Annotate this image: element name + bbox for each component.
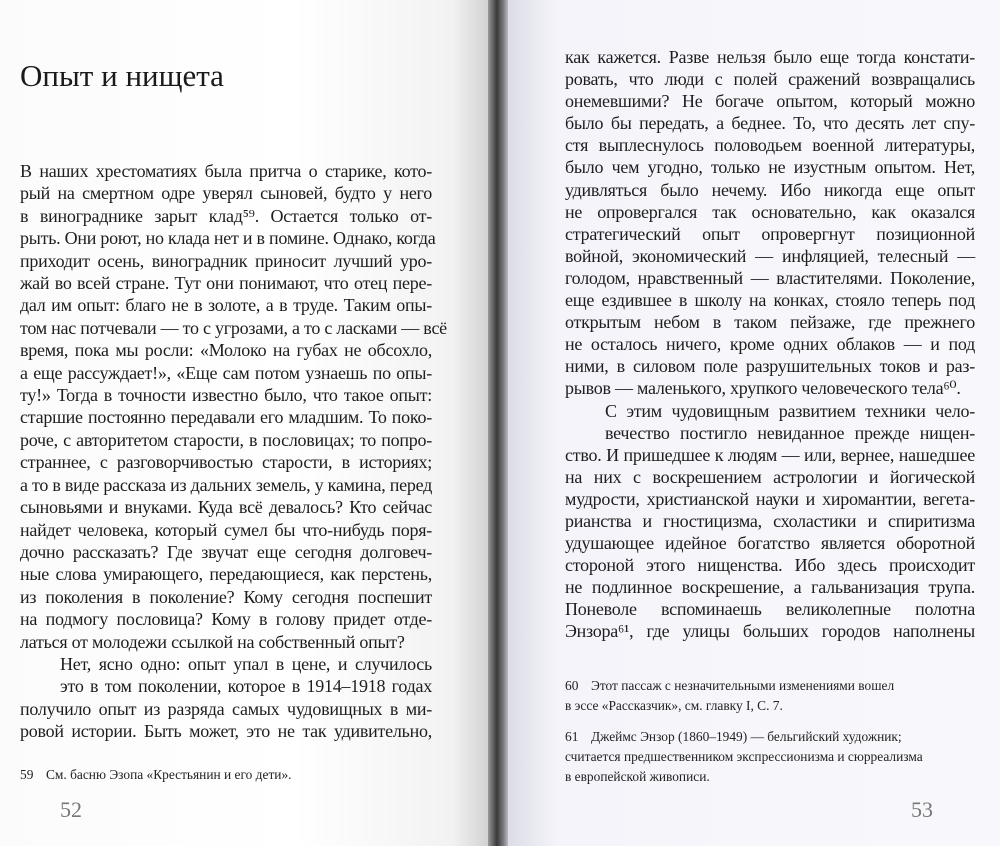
- text-line: не осталось ничего, кроме одних облаков — и под: [565, 334, 975, 355]
- footnote-text: Этот пассаж с незначительными изменениями вошел: [591, 678, 895, 693]
- footnote-59: [20, 765, 292, 785]
- footnote-60: [565, 676, 894, 716]
- footnote-text-cont: считается предшественником экспрессионизма и сюрреализма: [565, 749, 923, 764]
- text-line: дочно рассказать? Где звучат еще сегодня долговеч-: [20, 541, 432, 562]
- chapter-title: Опыт и нищета: [20, 58, 224, 93]
- text-line: рианства и гностицизма, схоластики и спиритизма: [565, 510, 975, 531]
- text-line: голодом, нравственный — властителями. Поколение,: [565, 267, 975, 288]
- text-line: на подмогу пословица? Кому в голову придет отде-: [20, 609, 432, 630]
- text-line: время, пока мы росли: «Молоко на губах не обсохло,: [20, 340, 432, 361]
- text-line: жай во всей стране. Тут они понимают, что отец пере-: [20, 273, 432, 294]
- text-line: не подлинное воскрешение, а гальванизация трупа.: [565, 577, 975, 598]
- text-line: было чем угодно, только не изустным опытом. Нет,: [565, 157, 975, 178]
- text-line: С этим чудовищным развитием техники чело-: [605, 400, 975, 421]
- book-gutter: [488, 0, 510, 846]
- footnote-text-cont: в европейской живописи.: [565, 769, 710, 784]
- text-line: на них с воскрешением астрологии и йогической: [565, 466, 975, 487]
- text-line: ними, в силовом поле разрушительных токов и раз-: [565, 356, 975, 377]
- text-line: стороной этого нищенства. Ибо здесь происходит: [565, 555, 975, 576]
- text-line: в винограднике зарыт клад⁵⁹. Остается только от-: [20, 205, 432, 226]
- text-line: вечество постигло невиданное прежде нищен-: [605, 422, 975, 443]
- text-line: онемевшими? Не богаче опытом, который можно: [565, 91, 975, 112]
- text-line: открытым небом в таком пейзаже, где прежнего: [565, 312, 975, 333]
- text-line: В наших хрестоматиях была притча о старике, кото-: [20, 161, 432, 181]
- text-line: получило опыт из разряда самых чудовищных в ми-: [20, 698, 432, 719]
- left-body-text: [20, 160, 447, 743]
- footnote-text: Джеймс Энзор (1860–1949) — бельгийский художник;: [591, 729, 902, 744]
- text-line: приходит осень, виноградник приносит лучший уро-: [20, 250, 432, 271]
- text-line: ные слова умирающего, передающиеся, как перстень,: [20, 564, 432, 585]
- text-line: Нет, ясно одно: опыт упал в цене, и случилось: [60, 653, 432, 674]
- text-line: найдет человека, который сумел бы что-нибудь поря-: [20, 519, 432, 540]
- text-line: удивляться было нечему. Ибо никогда еще опыт: [565, 179, 975, 200]
- text-line: ство. И пришедшее к людям — или, вернее, нашедшее: [565, 444, 975, 465]
- text-line: роче, с авторитетом старости, в пословицах; то попро-: [20, 429, 432, 450]
- text-line: ровать, что люди с полей сражений возвращались: [565, 69, 975, 90]
- text-line: Энзора⁶¹, где улицы больших городов наполнены: [565, 621, 975, 642]
- text-line: а еще рассуждает!», «Еще сам потом узнаешь по опы-: [20, 362, 432, 383]
- text-line: рыть. Они роют, но клада нет и в помине. Однако, когда: [20, 228, 436, 249]
- text-line: Поневоле вспоминаешь великолепные полотна: [565, 599, 975, 620]
- text-line: ровой истории. Быть может, это не так удивительно,: [20, 721, 432, 742]
- footnote-number: 59: [20, 767, 34, 782]
- footnote-text-cont: в эссе «Рассказчик», см. главку I, С. 7.: [565, 698, 783, 713]
- text-line: дал им опыт: благо не в золоте, а в труде. Таким опы-: [20, 295, 432, 316]
- text-line: это в том поколении, которое в 1914–1918 годах: [60, 676, 432, 697]
- footnote-number: 61: [565, 729, 579, 744]
- text-line: ту!» Тогда в точности известно было, что такое опыт:: [20, 385, 432, 406]
- text-line: стя выплеснулось половодьем военной литературы,: [565, 135, 975, 156]
- text-line: страннее, с разговорчивостью старости, в историях;: [20, 452, 432, 473]
- right-body-text: [565, 46, 975, 643]
- text-line: а то в виде рассказа из дальних земель, у камина, перед: [20, 474, 432, 495]
- text-line: старшие постоянно передавали его младшим. То поко-: [20, 407, 432, 428]
- text-line: войной, экономический — инфляцией, телесный —: [565, 245, 975, 266]
- text-line: из поколения в поколение? Кому сегодня поспешит: [20, 586, 432, 607]
- text-line: рый на смертном одре уверял сыновей, будто у него: [20, 183, 432, 204]
- footnote-number: 60: [565, 678, 579, 693]
- text-line: не опровергался так основательно, как оказался: [565, 201, 975, 222]
- text-line: том нас потчевали — то с угрозами, а то с ласками — всё: [20, 317, 447, 338]
- text-line: рывов — маленького, хрупкого человеческого тела⁶⁰.: [565, 378, 961, 399]
- text-line: мудрости, христианской науки и хиромантии, вегета-: [565, 488, 975, 509]
- page-number-left: 52: [60, 797, 82, 822]
- text-line: еще ездившее в школу на конках, стояло теперь под: [565, 290, 975, 311]
- text-line: латься от молодежи ссылкой на собственный опыт?: [20, 631, 405, 652]
- page-number-right: 53: [911, 797, 933, 822]
- text-line: было бы передать, а беднее. То, что десять лет спу-: [565, 113, 975, 134]
- text-line: стратегический опыт опровергнут позиционной: [565, 223, 975, 244]
- footnote-61: [565, 727, 923, 787]
- text-line: сыновьями и внуками. Куда всё девалось? Кто сейчас: [20, 497, 432, 518]
- text-line: удушающее идейное богатство является оборотной: [565, 533, 975, 554]
- footnote-text: См. басню Эзопа «Крестьянин и его дети».: [46, 767, 292, 782]
- text-line: как кажется. Разве нельзя было еще тогда констати-: [565, 47, 975, 67]
